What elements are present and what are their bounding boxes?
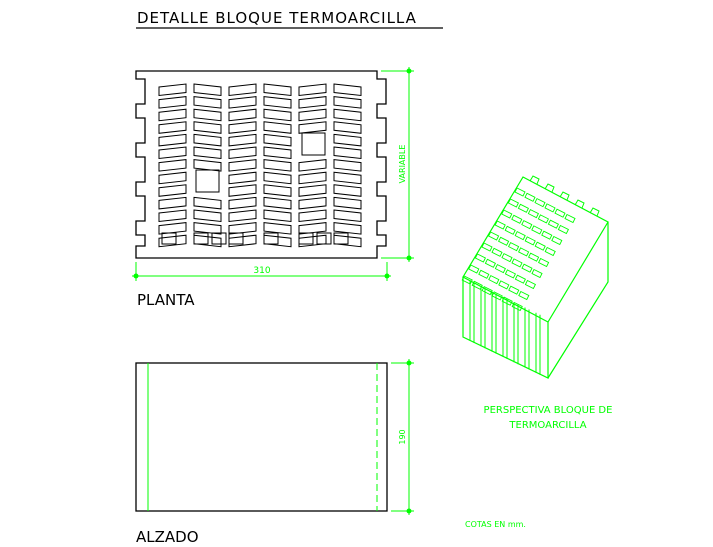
perspective-cell xyxy=(555,209,565,217)
perspective-side-face xyxy=(548,222,608,378)
plan-cell xyxy=(299,97,326,109)
plan-view-label: PLANTA xyxy=(137,291,195,309)
perspective-cell xyxy=(529,253,539,261)
plan-cell xyxy=(264,172,291,184)
perspective-cell xyxy=(492,248,502,256)
perspective-cell xyxy=(548,220,558,228)
perspective-caption-line2: TERMOARCILLA xyxy=(509,420,587,431)
plan-cell xyxy=(229,223,256,235)
plan-cell xyxy=(194,197,221,209)
plan-cell xyxy=(159,97,186,109)
plan-view xyxy=(132,67,414,309)
plan-cell xyxy=(159,84,186,96)
plan-cell xyxy=(334,210,361,222)
plan-cell xyxy=(229,160,256,172)
plan-cell xyxy=(159,147,186,159)
perspective-cell xyxy=(565,215,575,223)
plan-cell xyxy=(159,197,186,209)
plan-edge-cell xyxy=(264,233,278,244)
plan-cell xyxy=(264,210,291,222)
plan-cell xyxy=(334,97,361,109)
dim-190-tick-top xyxy=(407,361,412,366)
perspective-cell xyxy=(525,237,535,245)
plan-block-outline xyxy=(136,71,386,258)
perspective-cell xyxy=(499,281,509,289)
plan-cell xyxy=(159,134,186,146)
plan-cell xyxy=(334,185,361,197)
plan-edge-cell xyxy=(229,233,243,244)
dim-190-text: 190 xyxy=(398,429,407,445)
plan-cell xyxy=(264,185,291,197)
plan-cell-pattern xyxy=(159,84,361,247)
plan-cell xyxy=(299,223,326,235)
plan-cell xyxy=(334,84,361,96)
perspective-cell xyxy=(489,232,499,240)
perspective-cell xyxy=(499,237,509,245)
perspective-cell xyxy=(462,276,472,284)
plan-cell xyxy=(264,97,291,109)
perspective-cell xyxy=(542,231,552,239)
plan-cell xyxy=(229,134,256,146)
plan-edge-cell xyxy=(194,233,208,244)
plan-cell xyxy=(299,109,326,121)
plan-cell xyxy=(159,172,186,184)
plan-cell xyxy=(264,147,291,159)
perspective-cell xyxy=(479,270,489,278)
plan-cell xyxy=(264,134,291,146)
plan-cell xyxy=(299,122,326,134)
plan-cell xyxy=(194,223,221,235)
perspective-cell xyxy=(545,204,555,212)
perspective-cell xyxy=(538,215,548,223)
plan-cell xyxy=(194,160,221,172)
perspective-block xyxy=(462,176,608,378)
plan-cell xyxy=(194,134,221,146)
perspective-cell xyxy=(505,226,515,234)
perspective-cell xyxy=(485,259,495,267)
plan-cell xyxy=(159,122,186,134)
perspective-cell xyxy=(519,292,529,300)
plan-cell xyxy=(229,147,256,159)
perspective-front-face xyxy=(463,277,548,378)
perspective-cell xyxy=(545,248,555,256)
plan-cell xyxy=(334,109,361,121)
plan-cell xyxy=(194,210,221,222)
perspective-cell xyxy=(532,270,542,278)
plan-edge-cell xyxy=(317,233,331,244)
plan-cell xyxy=(299,210,326,222)
plan-cell xyxy=(229,185,256,197)
perspective-cell xyxy=(512,215,522,223)
plan-cell xyxy=(264,197,291,209)
plan-cell xyxy=(194,122,221,134)
perspective-cell xyxy=(505,270,515,278)
units-note: COTAS EN mm. xyxy=(465,520,526,529)
dim-310-text: 310 xyxy=(253,266,271,276)
perspective-cell xyxy=(522,221,532,229)
dim-190-tick-bottom xyxy=(407,509,412,514)
drawing-title: DETALLE BLOQUE TERMOARCILLA xyxy=(137,9,417,27)
plan-cell xyxy=(334,122,361,134)
plan-cell xyxy=(334,172,361,184)
perspective-cell xyxy=(539,259,549,267)
plan-cell xyxy=(159,160,186,172)
perspective-cell xyxy=(528,210,538,218)
plan-cell xyxy=(159,223,186,235)
perspective-cell xyxy=(475,254,485,262)
plan-cell xyxy=(334,160,361,172)
plan-cell xyxy=(264,160,291,172)
plan-cell xyxy=(194,109,221,121)
plan-cell xyxy=(229,97,256,109)
plan-cell xyxy=(194,147,221,159)
plan-cell xyxy=(299,197,326,209)
dim-310-tick-right xyxy=(385,274,390,279)
plan-cell xyxy=(229,84,256,96)
perspective-cell xyxy=(532,226,542,234)
plan-large-cell xyxy=(196,170,219,192)
elevation-block-outline xyxy=(136,363,387,511)
dim-variable-text: VARIABLE xyxy=(398,144,407,184)
plan-cell xyxy=(334,134,361,146)
plan-cell xyxy=(159,109,186,121)
perspective-cell xyxy=(535,199,545,207)
plan-cell xyxy=(194,97,221,109)
perspective-cell xyxy=(515,232,525,240)
perspective-cell xyxy=(518,204,528,212)
perspective-cell xyxy=(495,221,505,229)
plan-cell xyxy=(299,84,326,96)
plan-cell xyxy=(264,223,291,235)
plan-cell xyxy=(334,223,361,235)
plan-cell xyxy=(299,160,326,172)
plan-cell xyxy=(229,172,256,184)
perspective-cell xyxy=(558,226,568,234)
perspective-cell xyxy=(522,264,532,272)
perspective-cell xyxy=(512,259,522,267)
perspective-cell xyxy=(525,193,535,201)
perspective-cell xyxy=(509,286,519,294)
perspective-cell xyxy=(469,265,479,273)
perspective-cell xyxy=(519,248,529,256)
perspective-cell xyxy=(502,210,512,218)
plan-cell xyxy=(299,185,326,197)
plan-cell xyxy=(229,197,256,209)
perspective-cell xyxy=(492,292,502,300)
dim-310-tick-left xyxy=(134,274,139,279)
perspective-cell xyxy=(482,243,492,251)
plan-cell xyxy=(229,122,256,134)
plan-cell xyxy=(229,109,256,121)
perspective-cell xyxy=(515,188,525,196)
plan-cell xyxy=(229,210,256,222)
plan-edge-cell xyxy=(212,233,226,244)
perspective-cell xyxy=(502,254,512,262)
plan-cell xyxy=(299,172,326,184)
plan-edge-cell xyxy=(299,233,313,244)
plan-cell xyxy=(159,210,186,222)
plan-cell xyxy=(194,84,221,96)
perspective-cell xyxy=(495,265,505,273)
plan-cell xyxy=(334,197,361,209)
plan-cell xyxy=(264,109,291,121)
plan-edge-cell xyxy=(334,233,348,244)
perspective-cell xyxy=(509,243,519,251)
plan-cell xyxy=(264,122,291,134)
plan-cell xyxy=(264,84,291,96)
perspective-cell xyxy=(525,281,535,289)
plan-edge-cell xyxy=(162,233,176,244)
elevation-view-label: ALZADO xyxy=(136,528,199,546)
perspective-cell xyxy=(535,242,545,250)
perspective-cell xyxy=(515,275,525,283)
perspective-cell xyxy=(552,237,562,245)
plan-cell xyxy=(334,147,361,159)
perspective-cell xyxy=(489,276,499,284)
dim-variable-tick-top xyxy=(407,69,412,74)
elevation-view xyxy=(136,359,414,546)
perspective-cell xyxy=(482,287,492,295)
plan-cell xyxy=(159,235,186,247)
plan-cell xyxy=(159,185,186,197)
perspective-view xyxy=(462,176,612,431)
dim-variable-tick-bottom xyxy=(407,256,412,261)
plan-large-cell xyxy=(302,133,325,155)
perspective-cell xyxy=(508,199,518,207)
perspective-caption-line1: PERSPECTIVA BLOQUE DE xyxy=(483,405,613,416)
